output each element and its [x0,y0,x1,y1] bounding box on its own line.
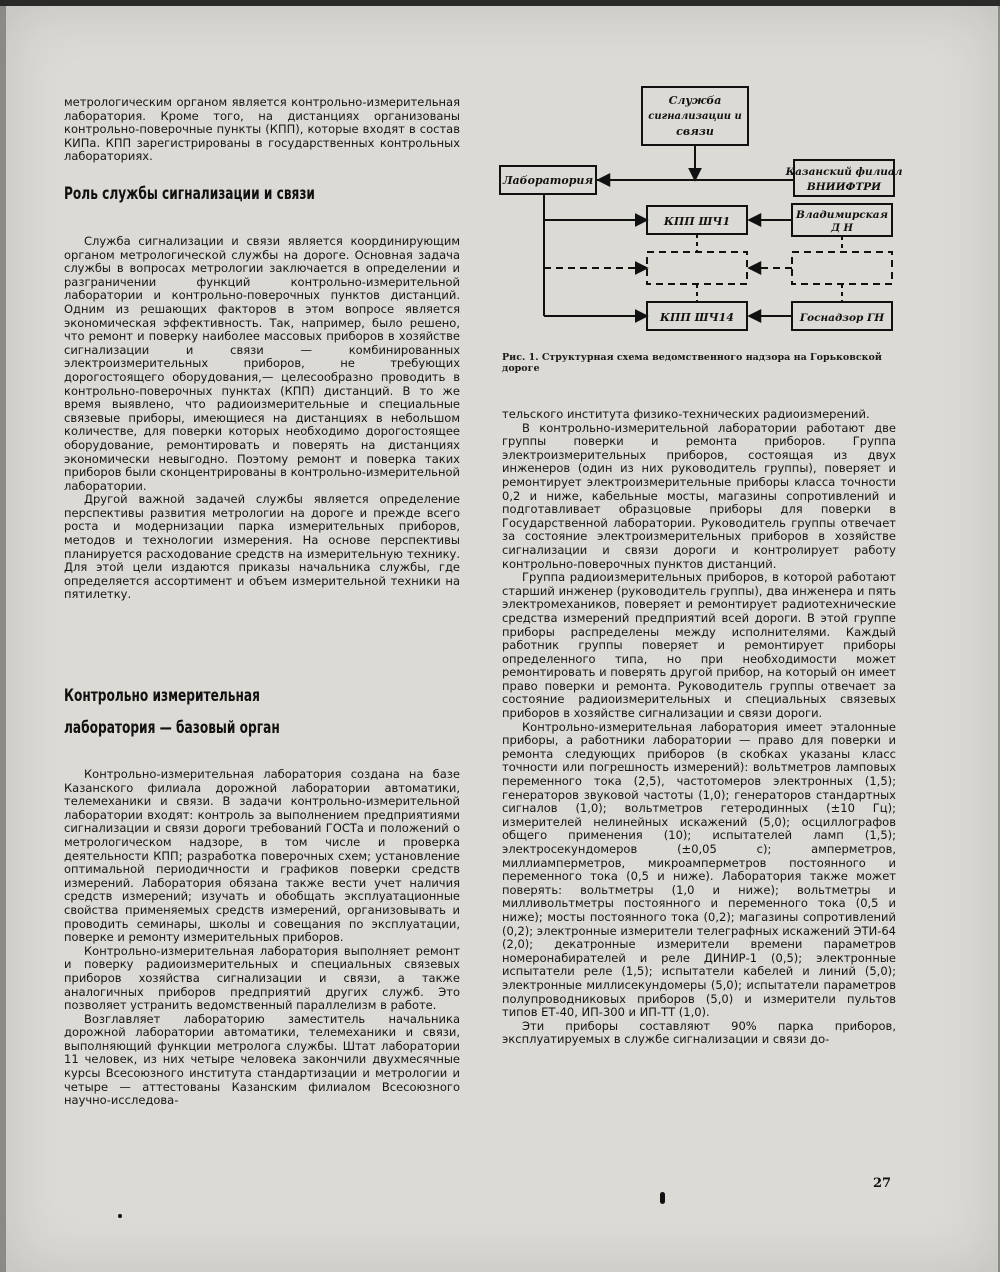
paragraph: Группа радиоизмерительных приборов, в которой работают старший инженер (руководитель группы), два инженера и пять электромехаников, поверяет и ремонтирует радиотехнические средства измерений предприятий всей дороги. В этой группе приборы распределены между исполнителями. Каждый работник группы поверяет и ремонтирует приборы определенного типа, но при необходимости может ремонтировать и поверять другой прибор, на который он имеет право поверки и ремонта. Руководитель группы отвечает за состояние радиоизмерительных и специальных связевых приборов в хозяйстве сигнализации и связи дороги. [502,570,896,721]
page-number: 27 [873,1176,892,1191]
intro-paragraph: метрологическим органом является контрольно-измерительная лаборатория. Кроме того, на дистанциях организованы контрольно-поверочные пункты (КПП), которые входят в состав КИПа. КПП зарегистрированы в государственных контрольных лабораториях. [64,95,460,164]
service-box-line1: Служба [668,94,722,107]
service-box-line3: связи [676,125,714,138]
section-heading-lab-line1: Контрольно измерительная [64,686,260,705]
kazan-box-line2: ВНИИФТРИ [806,181,882,193]
intro-text [64,96,460,164]
paragraph: В контрольно-измерительной лаборатории работают две группы поверки и ремонта приборов. Группа электроизмерительных приборов, состоящая из двух инженеров (один из них руководитель группы), поверяет и ремонтирует электроизмерительные приборы класса точности 0,2 и ниже, кабельные мосты, магазины сопротивлений и подготавливает образцовые приборы для поверки в Государственной лаборатории. Руководитель группы отвечает за состояние электроизмерительных приборов в хозяйстве сигнализации и связи дороги и контролирует работу контрольно-поверочных пунктов дистанций. [502,420,896,571]
section-lab-body [64,768,460,1108]
paragraph: Служба сигнализации и связи является координирующим органом метрологической службы на дороге. Основная задача службы в вопросах метрологии заключается в определении и разграничении функций контрольно-измерительной лаборатории и контрольно-поверочных пунктов дистанций. Одним из решающих факторов в этом вопросе является экономическая эффективность. Так, например, было решено, что ремонт и поверку наиболее массовых приборов в хозяйстве сигнализации и связи — комбинированных электроизмерительных приборов, не требующих дорогостоящего оборудования,— целесообразно проводить в контрольно-поверочных пунктах (КПП) дистанций. В то же время выявлено, что радиоизмерительные и специальные связевые приборы, имеющиеся на дистанциях в небольшом количестве, для поверки которых необходимо дорогостоящее оборудование, ремонтировать и поверять на дистанциях экономически невыгодно. Поэтому ремонт и поверка таких приборов были сконцентрированы в контрольно-измерительной лаборатории. [64,234,460,493]
paragraph: Контрольно-измерительная лаборатория создана на базе Казанского филиала дорожной лаборатории автоматики, телемеханики и связи. В задачи контрольно-измерительной лаборатории входят: контроль за выполнением предприятиями сигнализации и связи дороги требований ГОСТа и положений о метрологическом надзоре, в том числе и проверка деятельности КПП; разработка поверочных схем; установление оптимальной периодичности и графиков поверки средств измерений. Лаборатория обязана также вести учет наличия средств измерений; изучать и обобщать эксплуатационные свойства применяемых средств измерений, организовывать и проводить семинары, школы и совещания по эксплуатации, поверке и ремонту измерительных приборов. [64,767,460,945]
vlad-box-line1: Владимирская [796,209,888,221]
section-heading-role: Роль службы сигнализации и связи [64,184,315,203]
paragraph: Другой важной задачей службы является определение перспективы развития метрологии на дороге и прежде всего роста и модернизации парка измерительных приборов, методов и технологии измерения. На основе перспективы планируется расходование средств на измерительную технику. Для этой цели издаются приказы начальника службы, где определяется ассортимент и объем измерительной техники на пятилетку. [64,492,460,602]
kpp1-box-label: КПП ШЧ1 [663,215,731,228]
paragraph: Контрольно-измерительная лаборатория имеет эталонные приборы, а работники лаборатории — право для поверки и ремонта следующих приборов (в скобках указаны класс точности или погрешность измерений): вольтметров ламповых переменного тока (2,5), частотомеров электронных (1,5); генераторов звуковой частоты (1,0); генераторов стандартных сигналов (1,0); вольтметров гетеродинных (±10 Гц); измерителей нелинейных искажений (5,0); осциллографов общего применения (10); испытателей ламп (1,5); электросекундомеров (±0,05 с); амперметров, миллиамперметров, микроамперметров постоянного и переменного тока (0,5 и ниже). Лаборатория также может поверять: вольтметры (1,0 и ниже); вольтметры и милливольтметры постоянного и переменного тока (0,5 и ниже); мосты постоянного тока (0,2); магазины сопротивлений (0,2); электронные измерители телеграфных искажений ЭТИ-64 (2,0); декатронные измерители времени параметров номеронабирателей и реле ДИНИР-1 (0,5); электронные испытатели реле (1,5); испытатели кабелей и линий (5,0); электронные миллисекундомеры (5,0); испытатели параметров полупроводниковых приборов (5,0) и измерители пультов типов ЕТ-40, ИП-300 и ИП-ТТ (1,0). [502,719,896,1020]
paragraph: Возглавляет лабораторию заместитель начальника дорожной лаборатории автоматики, телемеханики и связи, выполняющий функции метролога службы. Штат лаборатории 11 человек, из них четыре человека закончили двухмесячные курсы Всесоюзного института стандартизации и метрологии и четыре — аттестованы Казанским филиалом Всесоюзного научно-исследова- [64,1011,460,1108]
paragraph: Эти приборы составляют 90% парка приборов, эксплуатируемых в службе сигнализации и связи до- [502,1018,896,1047]
right-column-body [502,408,896,1047]
scan-speck [118,1214,122,1218]
structure-diagram [492,84,904,346]
kazan-box-line1: Казанский филиал [785,166,903,178]
state-placeholder-box [792,252,892,284]
section-role-body [64,235,460,602]
figure-caption: Рис. 1. Структурная схема ведомственного надзора на Горьковской дороге [502,352,882,374]
kpp-placeholder-box [647,252,747,284]
paragraph: тельского института физико-технических радиоизмерений. [502,407,870,421]
vlad-box-line2: Д Н [831,223,853,234]
paragraph: Контрольно-измерительная лаборатория выполняет ремонт и поверку радиоизмерительных и специальных связевых приборов хозяйства сигнализации и связи, а также аналогичных приборов предприятий других служб. Это позволяет устранить ведомственный параллелизм в работе. [64,943,460,1013]
service-box-line2: сигнализации и [648,111,742,122]
section-heading-lab-line2: лаборатория — базовый орган [64,718,280,737]
scan-speck [660,1192,665,1204]
lab-box-label: Лаборатория [502,174,594,187]
state-box-label: Госнадзор ГН [799,312,885,324]
kpp14-box-label: КПП ШЧ14 [660,311,734,324]
